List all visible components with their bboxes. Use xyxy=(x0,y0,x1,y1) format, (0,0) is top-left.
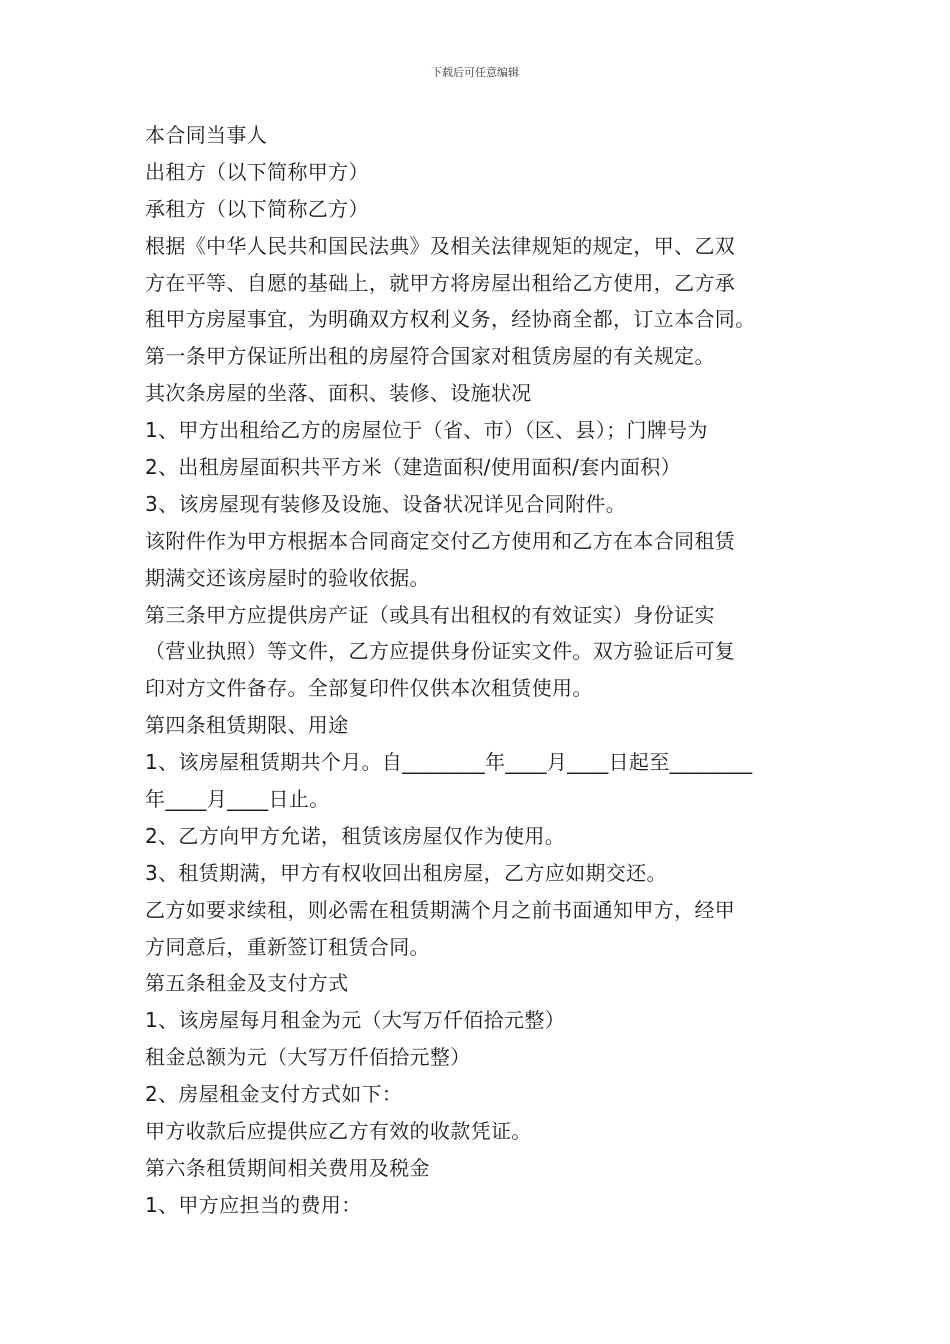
text-line: 根据《中华人民共和国民法典》及相关法律规矩的规定，甲、乙双 xyxy=(145,233,736,258)
text-line: 本合同当事人 xyxy=(145,123,268,147)
text-line: 第五条租金及支付方式 xyxy=(145,971,349,996)
text-line: 第四条租赁期限、用途 xyxy=(145,713,349,738)
text-line: 第三条甲方应提供房产证（或具有出租权的有效证实）身份证实 xyxy=(145,602,715,627)
text-line: 期满交还该房屋时的验收依据。 xyxy=(145,565,430,590)
document-body xyxy=(145,117,815,1224)
text-line: 3、该房屋现有装修及设施、设备状况详见合同附件。 xyxy=(145,491,627,516)
text-line: 1、该房屋每月租金为元（大写万仟佰拾元整） xyxy=(145,1008,566,1033)
text-line: 3、租赁期满，甲方有权收回出租房屋，乙方应如期交还。 xyxy=(145,860,667,885)
page-header: 下载后可任意编辑 xyxy=(431,66,519,79)
text-line: 2、出租房屋面积共平方米（建造面积/使用面积/套内面积） xyxy=(145,455,682,480)
text-line: 第一条甲方保证所出租的房屋符合国家对租赁房屋的有关规定。 xyxy=(145,344,715,369)
text-line: 第六条租赁期间相关费用及税金 xyxy=(145,1155,430,1180)
text-line: 2、房屋租金支付方式如下： xyxy=(145,1082,403,1107)
text-line: 1、甲方应担当的费用： xyxy=(145,1192,362,1217)
text-line: 承租方（以下简称乙方） xyxy=(145,196,369,221)
text-line: 1、甲方出租给乙方的房屋位于（省、市）（区、县）；门牌号为 xyxy=(145,418,708,443)
text-line: 甲方收款后应提供应乙方有效的收款凭证。 xyxy=(145,1119,532,1144)
text-line: 租金总额为元（大写万仟佰拾元整） xyxy=(145,1045,471,1070)
text-line: 1、该房屋租赁期共个月。自________年____月____日起至________ xyxy=(145,750,753,775)
text-line: 租甲方房屋事宜，为明确双方权利义务，经协商全都，订立本合同。 xyxy=(145,307,756,332)
text-line: 该附件作为甲方根据本合同商定交付乙方使用和乙方在本合同租赁 xyxy=(145,528,736,553)
text-line: 其次条房屋的坐落、面积、装修、设施状况 xyxy=(145,381,532,406)
text-line: 出租方（以下简称甲方） xyxy=(145,159,369,184)
text-line: 乙方如要求续租，则必需在租赁期满个月之前书面通知甲方，经甲 xyxy=(145,897,736,922)
text-line: 印对方文件备存。全部复印件仅供本次租赁使用。 xyxy=(145,676,593,701)
text-line: （营业执照）等文件，乙方应提供身份证实文件。双方验证后可复 xyxy=(145,639,736,664)
text-line: 方在平等、自愿的基础上，就甲方将房屋出租给乙方使用，乙方承 xyxy=(145,270,736,295)
text-line: 2、乙方向甲方允诺，租赁该房屋仅作为使用。 xyxy=(145,823,566,848)
text-line: 方同意后，重新签订租赁合同。 xyxy=(145,934,430,959)
text-line: 年____月____日止。 xyxy=(145,787,330,812)
